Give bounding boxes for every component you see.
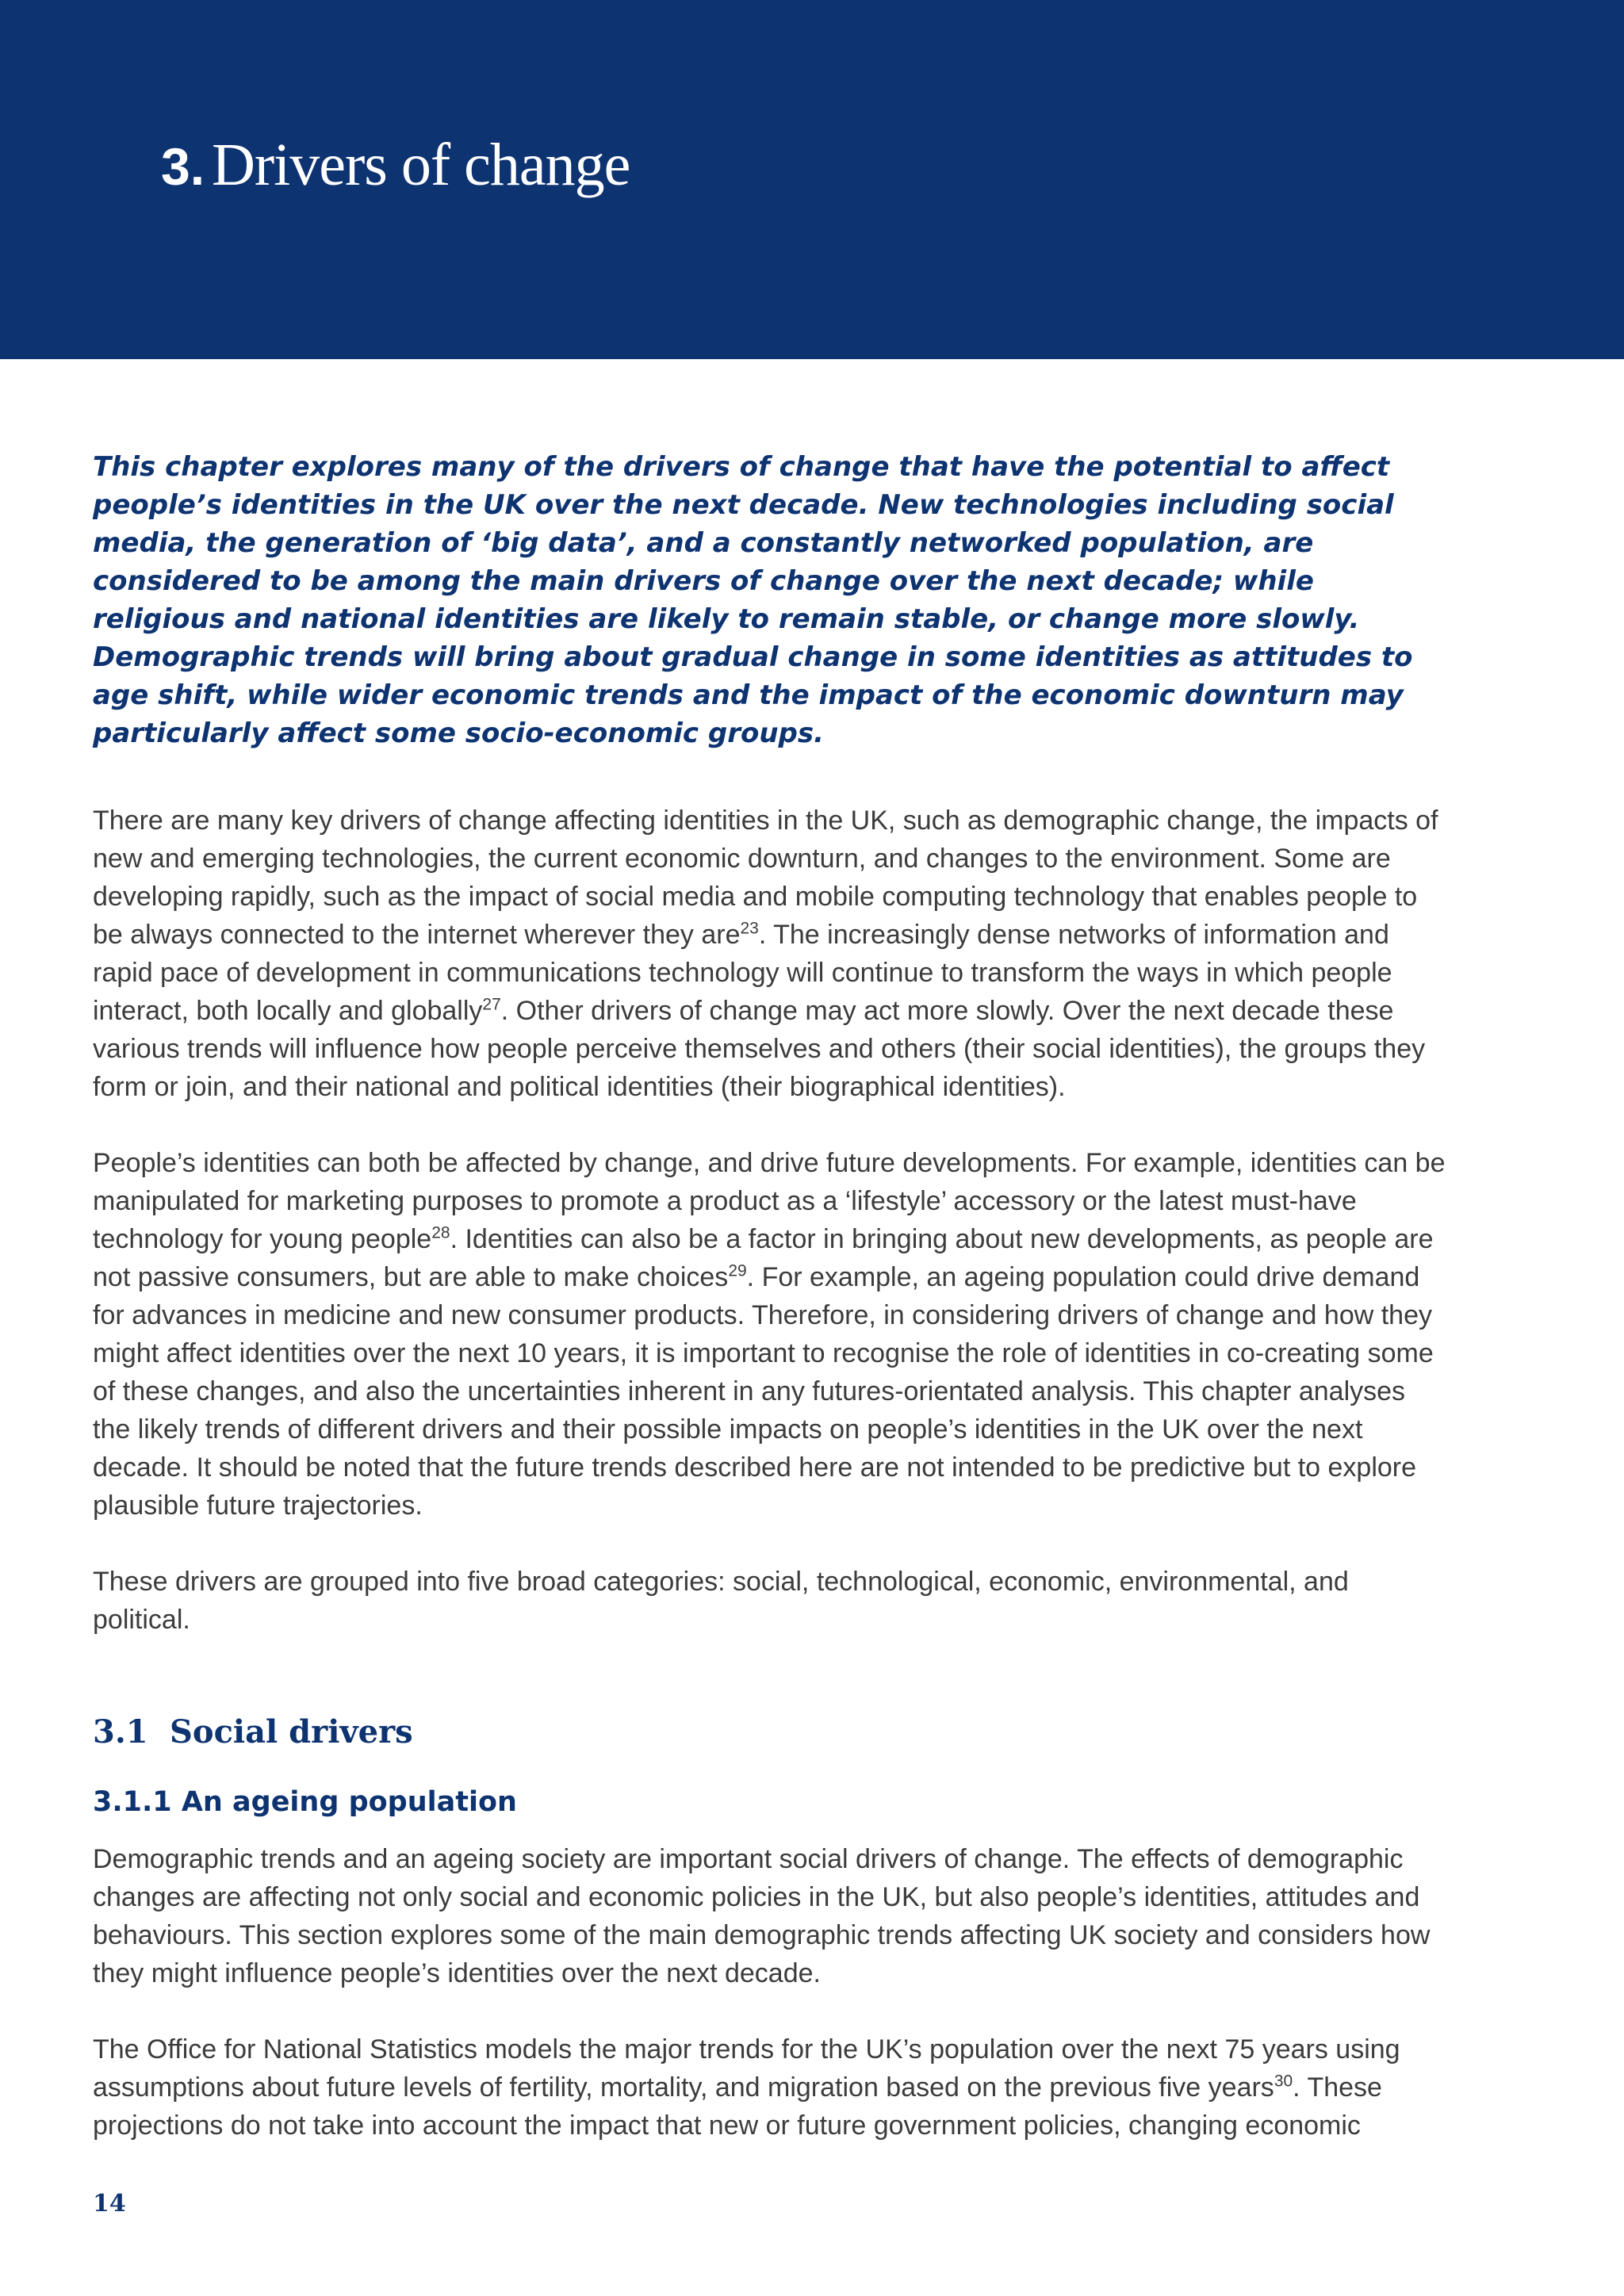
paragraph-text: . For example, an ageing population could drive demand for advances in medicine and new consumer products. Therefore, in considering drivers of change and how they might affect identities over the next 10 years, it is important to recognise the role of identities in co-creating some of these changes, and also the uncertainties inherent in any futures-orientated analysis. This chapter analyses the likely trends of different drivers and their possible impacts on people’s identities in the UK over the next decade. It should be noted that the future trends described here are not intended to be predictive but to explore plausible future trajectories.	[93, 1262, 1434, 1521]
paragraph-text: People’s identities can both be affected by change, and drive future developments. For example, identities can be manipulated for marketing purposes to promote a product as a ‘lifestyle’ accessory or the latest must-have technology for young people	[93, 1148, 1446, 1254]
reference-marker: 29	[728, 1261, 747, 1280]
page-number: 14	[93, 2190, 126, 2218]
section-number: 3.1	[93, 1713, 148, 1751]
paragraph-text: . These projections do not take into account the impact that new or future government policies, changing economic	[93, 2072, 1382, 2141]
chapter-number: 3.	[161, 137, 205, 196]
page-content	[93, 448, 1449, 2183]
body-paragraph-3: These drivers are grouped into five broad categories: social, technological, economic, environmental, and political.	[93, 1567, 1349, 1635]
paragraph-text: . The increasingly dense networks of information and rapid pace of development in communications technology will continue to transform the ways in which people interact, both locally and globally	[93, 920, 1392, 1026]
reference-marker: 30	[1274, 2072, 1293, 2091]
section-heading	[93, 1712, 1449, 1753]
paragraph-text: The Office for National Statistics models the major trends for the UK’s population over the next 75 years using assumptions about future levels of fertility, mortality, and migration based on the previous five years	[93, 2034, 1400, 2103]
chapter-banner	[0, 0, 1624, 359]
reference-marker: 23	[740, 919, 759, 938]
subsection-heading: 3.1.1 An ageing population	[93, 1786, 517, 1818]
chapter-summary: This chapter explores many of the drivers of change that have the potential to affect people’s identities in the UK over the next decade. New technologies including social media, the generation of ‘big data’, and a constantly networked population, are considered to be among the main drivers of change over the next decade; while religious and national identities are likely to remain stable, or change more slowly. Demographic trends will bring about gradual change in some identities as attitudes to age shift, while wider economic trends and the impact of the economic downturn may particularly affect some socio-economic groups.	[93, 451, 1413, 749]
chapter-title	[161, 132, 630, 198]
paragraph-text: . Other drivers of change may act more slowly. Over the next decade these various trends will influence how people perceive themselves and others (their social identities), the groups they form or join, and their national and political identities (their biographical identities).	[93, 996, 1426, 1102]
body-paragraph-5	[93, 2030, 1449, 2145]
body-paragraph-4: Demographic trends and an ageing society are important social drivers of change. The effects of demographic changes are affecting not only social and economic policies in the UK, but also people’s identities, attitudes and behaviours. This section explores some of the main demographic trends affecting UK society and considers how they might influence people’s identities over the next decade.	[93, 1844, 1431, 1988]
reference-marker: 28	[431, 1223, 450, 1242]
paragraph-text: . Identities can also be a factor in bringing about new developments, as people are not passive consumers, but are able to make choices	[93, 1224, 1434, 1292]
paragraph-text: There are many key drivers of change affecting identities in the UK, such as demographic change, the impacts of new and emerging technologies, the current economic downturn, and changes to the environment. Some are developing rapidly, such as the impact of social media and mobile computing technology that enables people to be always connected to the internet wherever they are	[93, 806, 1438, 950]
body-paragraph-1	[93, 802, 1449, 1106]
section-title: Social drivers	[170, 1713, 413, 1751]
body-paragraph-2	[93, 1144, 1449, 1525]
reference-marker: 27	[482, 995, 501, 1014]
chapter-name: Drivers of change	[211, 132, 630, 198]
